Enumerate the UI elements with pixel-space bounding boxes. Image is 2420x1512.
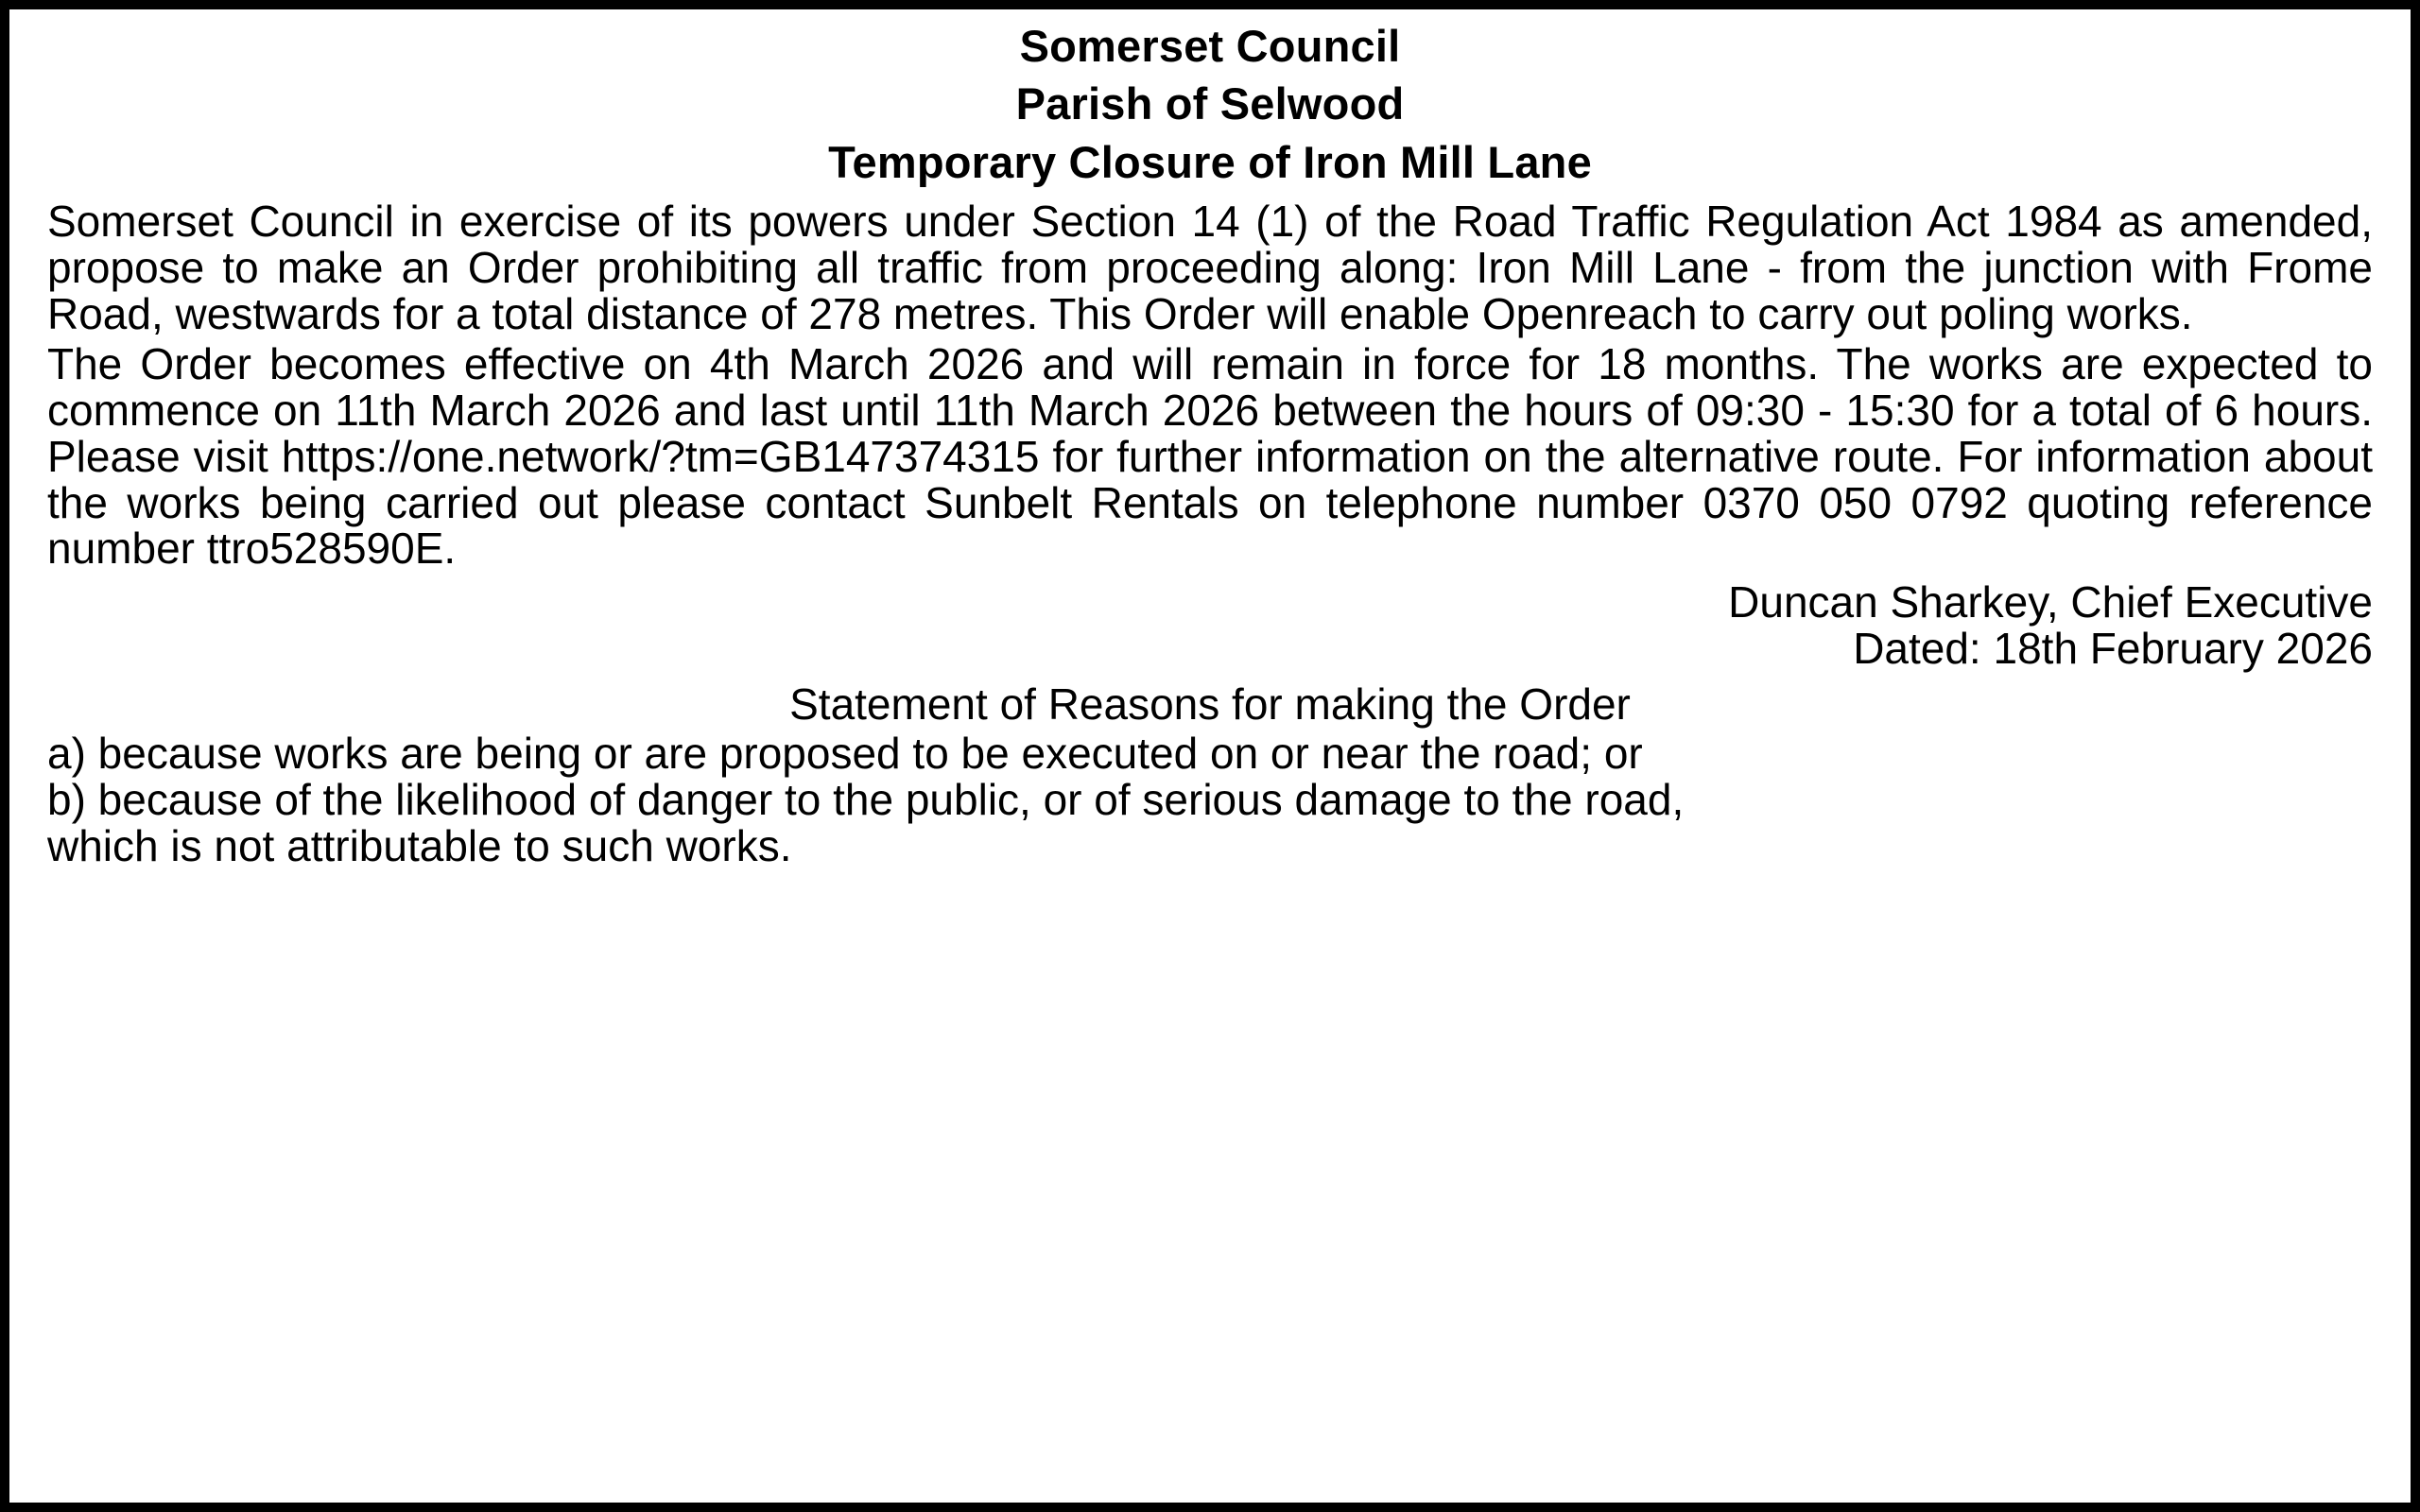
reason-item-b-continuation: which is not attributable to such works. [47, 820, 792, 870]
heading-authority: Somerset Council [1019, 21, 1401, 71]
signoff-block [47, 579, 2373, 672]
reason-item-b: b) because of the likelihood of danger to the public, or of serious damage to the road, [47, 775, 1685, 825]
notice-heading [47, 23, 2373, 185]
paragraph-order-dates: The Order becomes effective on 4th March 2026 and will remain in force for 18 months. The works are expected to commence on 11th March 2026 and last until 11th March 2026 between the hours of 09:30 - 15:30 for a total of 6 hours. Please visit https://one.network/?tm=GB147374315 for further information on the alternative route. For information about the works being carried out please contact Sunbelt Rentals on telephone number 0370 050 0792 quoting reference number ttro528590E. [47, 339, 2373, 574]
heading-subject: Temporary Closure of Iron Mill Lane [828, 136, 1592, 187]
signoff-date: Dated: 18th February 2026 [1853, 623, 2373, 673]
reason-item-a: a) because works are being or are proposed to be executed on or near the road; or [47, 729, 1643, 779]
paragraph-order-description: Somerset Council in exercise of its powers under Section 14 (1) of the Road Traffic Regulation Act 1984 as amended, propose to make an Order prohibiting all traffic from proceeding along: Iron Mill Lane - from the junction with Frome Road, westwards for a total distance of 278 metres. This Order will enable Openreach to carry out poling works. [47, 197, 2373, 338]
reasons-title: Statement of Reasons for making the Order [789, 679, 1631, 729]
heading-parish: Parish of Selwood [1015, 78, 1405, 129]
signoff-name: Duncan Sharkey, Chief Executive [1728, 577, 2373, 627]
